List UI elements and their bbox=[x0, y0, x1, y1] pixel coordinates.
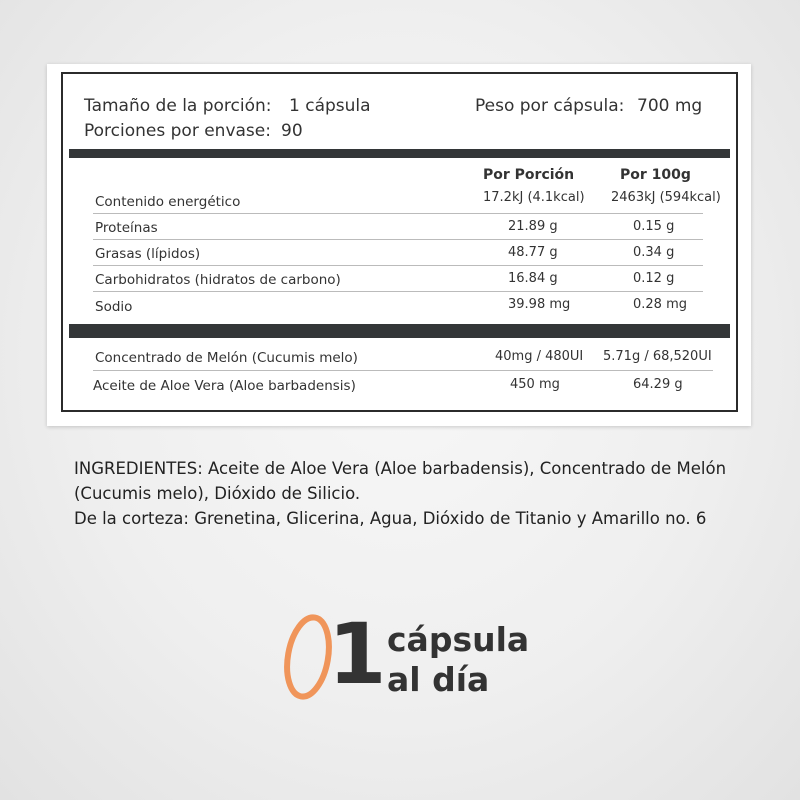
nutrient-per-serving: 39.98 mg bbox=[508, 297, 571, 312]
servings-per-container-value: 90 bbox=[281, 121, 303, 141]
nutrient-per-100g: 0.12 g bbox=[633, 271, 675, 286]
column-header-per-serving: Por Porción bbox=[483, 167, 575, 183]
row-separator bbox=[93, 265, 703, 266]
nutrient-per-serving: 16.84 g bbox=[508, 271, 558, 286]
active-per-100g: 64.29 g bbox=[633, 377, 683, 392]
dose-text bbox=[387, 620, 529, 700]
nutrient-per-100g: 0.15 g bbox=[633, 219, 675, 234]
nutrient-name: Contenido energético bbox=[95, 194, 241, 210]
nutrient-per-serving: 17.2kJ (4.1kcal) bbox=[483, 190, 585, 205]
active-ingredient-name: Concentrado de Melón (Cucumis melo) bbox=[95, 350, 358, 366]
header-divider-bar bbox=[69, 149, 730, 158]
shell-ingredients-line: De la corteza: Grenetina, Glicerina, Agua, Dióxido de Titanio y Amarillo no. 6 bbox=[74, 509, 707, 528]
serving-size-label: Tamaño de la porción: bbox=[84, 96, 272, 116]
row-separator bbox=[93, 213, 703, 214]
dose-number: 1 bbox=[328, 605, 387, 703]
nutrient-per-100g: 0.28 mg bbox=[633, 297, 687, 312]
nutrition-table bbox=[61, 72, 738, 412]
nutrient-name: Proteínas bbox=[95, 220, 158, 236]
servings-per-container-label: Porciones por envase: bbox=[84, 121, 271, 141]
dose-unit: cápsula bbox=[387, 620, 530, 659]
row-separator bbox=[93, 370, 713, 371]
nutrient-per-100g: 0.34 g bbox=[633, 245, 675, 260]
section-divider-bar bbox=[69, 324, 730, 338]
row-separator bbox=[93, 239, 703, 240]
serving-size-value: 1 cápsula bbox=[289, 96, 371, 116]
dose-frequency: al día bbox=[387, 660, 490, 699]
capsule-weight-label: Peso por cápsula: bbox=[475, 96, 625, 116]
column-header-per-100g: Por 100g bbox=[620, 167, 691, 183]
nutrient-name: Carbohidratos (hidratos de carbono) bbox=[95, 272, 341, 288]
nutrient-name: Sodio bbox=[95, 299, 133, 315]
ingredients-line: INGREDIENTES: Aceite de Aloe Vera (Aloe barbadensis), Concentrado de Melón bbox=[74, 459, 727, 478]
nutrient-per-100g: 2463kJ (594kcal) bbox=[611, 190, 721, 205]
ingredients-text bbox=[74, 456, 754, 531]
active-per-serving: 450 mg bbox=[510, 377, 560, 392]
nutrient-per-serving: 21.89 g bbox=[508, 219, 558, 234]
active-per-100g: 5.71g / 68,520UI bbox=[603, 349, 712, 364]
nutrition-panel bbox=[47, 64, 751, 426]
row-separator bbox=[93, 291, 703, 292]
active-per-serving: 40mg / 480UI bbox=[495, 349, 584, 364]
ingredients-line: (Cucumis melo), Dióxido de Silicio. bbox=[74, 484, 361, 503]
nutrient-per-serving: 48.77 g bbox=[508, 245, 558, 260]
capsule-weight-value: 700 mg bbox=[637, 96, 703, 116]
nutrient-name: Grasas (lípidos) bbox=[95, 246, 201, 262]
active-ingredient-name: Aceite de Aloe Vera (Aloe barbadensis) bbox=[93, 378, 356, 394]
